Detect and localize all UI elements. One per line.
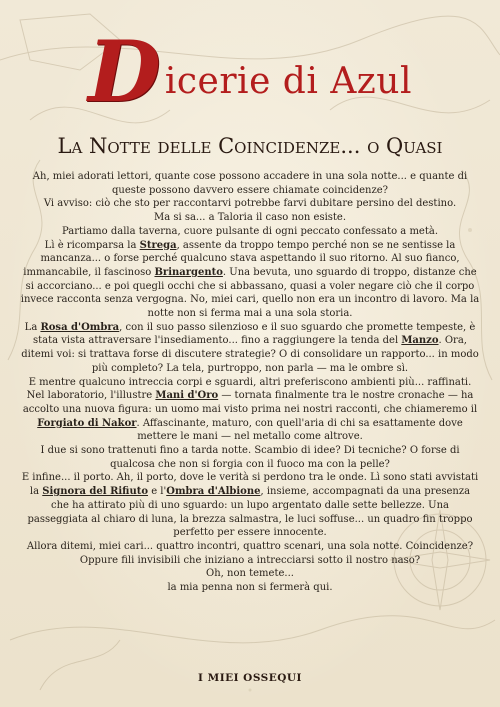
paragraph-text: La [24, 321, 41, 333]
masthead [0, 18, 500, 121]
paragraph-text: la mia penna non si fermerà qui. [167, 582, 333, 594]
character-name: Manzo [401, 335, 439, 347]
paragraph-text: Allora ditemi, miei cari... quattro incontri, quattro scenari, una sola notte. Coincidenze? [26, 540, 474, 552]
character-name: Forgiato di Nakor [37, 417, 137, 429]
faded-map-arc-bottom [10, 616, 495, 643]
paragraph-text: E mentre qualcuno intreccia corpi e sguardi, altri preferiscono ambienti più... raffinati. Nel laboratorio, l'illustre [26, 376, 472, 402]
paragraph-text: Ah, miei adorati lettori, quante cose possono accadere in una sola notte... e quante di queste possono davvero essere chiamate coincidenze? [32, 171, 468, 196]
article-paragraph [20, 581, 480, 595]
character-name: Mani d'Oro [155, 390, 219, 402]
paragraph-text: Partiamo dalla taverna, cuore pulsante di ogni peccato confessato a metà. [61, 225, 439, 237]
article-paragraph [20, 321, 480, 376]
paragraph-text: , con il suo passo silenzioso e il suo sguardo che promette tempeste, è stata vista attraversare l'insediamento... fino a raggiungere la tenda del [33, 321, 476, 347]
article-paragraph [20, 239, 480, 321]
article-paragraph [20, 376, 480, 445]
masthead-initial: D [88, 22, 161, 121]
character-name: Strega [139, 239, 177, 251]
paragraph-text: — tornata finalmente tra le nostre cronache — ha accolto una nuova figura: un uomo mai visto prima nei nostri racconti, che chiameremo il [22, 390, 478, 415]
paragraph-text: . Affascinante, maturo, con quell'aria di chi sa esattamente dove mettere le mani — nel metallo come altrove. [136, 417, 463, 443]
article-body [20, 170, 480, 595]
article-paragraph [20, 567, 480, 581]
article-paragraph [20, 211, 480, 225]
character-name: Signora del Rifiuto [42, 486, 149, 498]
character-name: Ombra d'Albione [166, 486, 261, 498]
paragraph-text: , assente da troppo tempo perché non se ne sentisse la mancanza... o forse perché qualcuno stava aspettando il suo ritorno. Al suo fianco, immancabile, il fascinoso [23, 239, 460, 278]
article-paragraph [20, 170, 480, 197]
article-headline: La Notte delle Coincidenze... o Quasi [57, 134, 443, 158]
masthead-title: icerie di Azul [164, 61, 412, 102]
character-name: Rosa d'Ombra [40, 321, 120, 333]
paragraph-text: Oppure fili invisibili che iniziano a intrecciarsi sotto il nostro naso? [79, 554, 421, 566]
paragraph-text: e l' [148, 486, 167, 498]
paragraph-text: E infine... il porto. Ah, il porto, dove le verità si perdono tra le onde. Lì sono stati avvistati la [21, 472, 479, 498]
article-paragraph [20, 444, 480, 471]
faded-ink-spot-3 [249, 689, 252, 692]
paragraph-text: , insieme, accompagnati da una presenza che ha attirato più di uno sguardo: un lupo argentato dalle sette bellezze. Una passeggiata al chiaro di luna, la brezza salmastra, le luci soffuse... un quadro fin troppo perfetto per essere innocente. [27, 486, 473, 539]
article-paragraph [20, 471, 480, 540]
article-paragraph [20, 197, 480, 211]
character-name: Brinargento [154, 266, 223, 278]
article-paragraph [20, 540, 480, 554]
article-paragraph [20, 554, 480, 568]
paragraph-text: I due si sono trattenuti fino a tarda notte. Scambio di idee? Di tecniche? O forse di qualcosa che non si forgia con il fuoco ma con la pelle? [40, 445, 460, 470]
paragraph-text: Oh, non temete... [206, 568, 294, 580]
paragraph-text: . Una bevuta, uno sguardo di troppo, distanze che si accorciano... e poi quegli occhi che si abbassano, quasi a voler negare ciò che il corpo invece racconta senza vergogna. No, miei cari, quello non era un incontro di lavoro. Ma la notte non si ferma mai a una sola storia. [20, 266, 480, 320]
paragraph-text: Ma si sa... a Taloria il caso non esiste. [153, 212, 347, 224]
signoff: I MIEI OSSEQUI [198, 672, 302, 684]
paragraph-text: Lì è ricomparsa la [44, 239, 140, 251]
article-paragraph [20, 225, 480, 239]
paragraph-text: . Ora, ditemi voi: si trattava forse di discutere strategie? O di consolidare un rapporto... in modo più completo? La tela, purtroppo, non parla — ma le ombre sì. [21, 335, 479, 374]
paragraph-text: Vi avviso: ciò che sto per raccontarvi potrebbe farvi dubitare persino del destino. [43, 198, 457, 210]
